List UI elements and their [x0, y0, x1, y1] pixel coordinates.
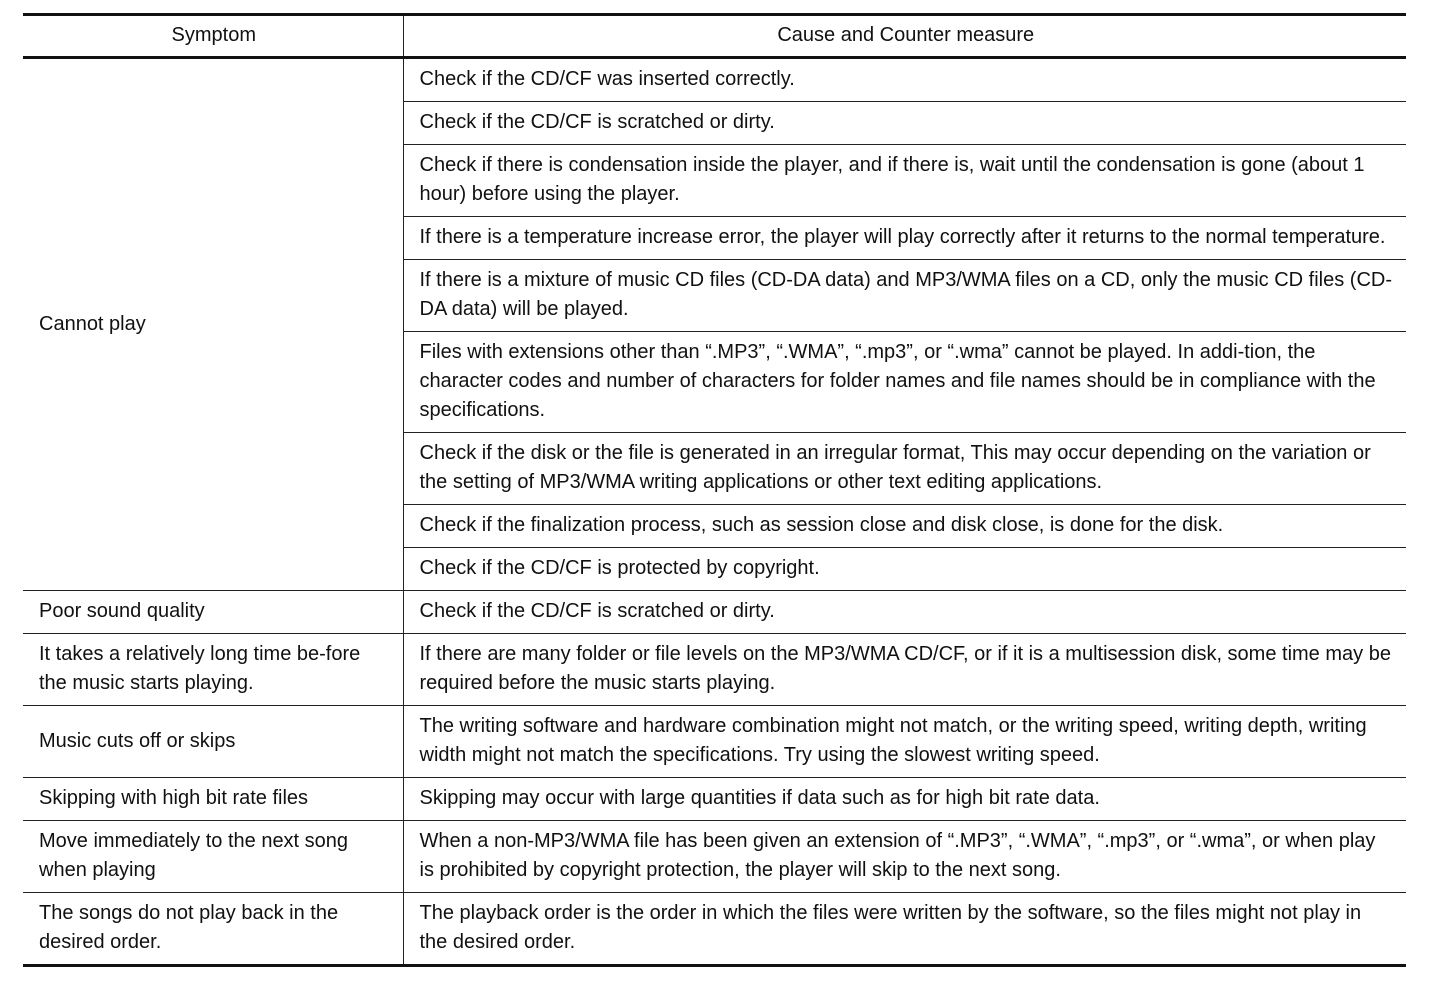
cause-cell: If there are many folder or file levels on the MP3/WMA CD/CF, or if it is a multisession disk, some time may be required before the music starts playing. — [403, 634, 1406, 706]
cause-cell: Check if the finalization process, such as session close and disk close, is done for the disk. — [403, 505, 1406, 548]
table-row — [23, 821, 1406, 893]
cause-cell: Check if the CD/CF is protected by copyright. — [403, 548, 1406, 591]
header-row — [23, 15, 1406, 58]
symptom-column-header: Symptom — [23, 15, 403, 58]
table-row — [23, 893, 1406, 966]
table-row — [23, 706, 1406, 778]
table-row — [23, 591, 1406, 634]
table-header — [23, 15, 1406, 58]
table-row — [23, 634, 1406, 706]
symptom-cell: Skipping with high bit rate files — [23, 778, 403, 821]
cause-column-header: Cause and Counter measure — [403, 15, 1406, 58]
cause-cell: When a non-MP3/WMA file has been given an extension of “.MP3”, “.WMA”, “.mp3”, or “.wma”, or when play is prohibited by copyright protection, the player will skip to the next song. — [403, 821, 1406, 893]
cause-cell: Skipping may occur with large quantities if data such as for high bit rate data. — [403, 778, 1406, 821]
table-body — [23, 58, 1406, 966]
cause-cell: If there is a temperature increase error, the player will play correctly after it returns to the normal temperature. — [403, 217, 1406, 260]
cause-cell: The writing software and hardware combination might not match, or the writing speed, writing depth, writing width might not match the specifications. Try using the slowest writing speed. — [403, 706, 1406, 778]
troubleshooting-document — [23, 13, 1406, 967]
symptom-cell: Poor sound quality — [23, 591, 403, 634]
cause-cell: The playback order is the order in which the files were written by the software, so the files might not play in the desired order. — [403, 893, 1406, 966]
symptom-cell: Cannot play — [23, 58, 403, 591]
symptom-cell: The songs do not play back in the desired order. — [23, 893, 403, 966]
table-row — [23, 58, 1406, 102]
symptom-cell: Music cuts off or skips — [23, 706, 403, 778]
cause-cell: If there is a mixture of music CD files (CD-DA data) and MP3/WMA files on a CD, only the music CD files (CD-DA data) will be played. — [403, 260, 1406, 332]
cause-cell: Check if the CD/CF was inserted correctly. — [419, 68, 795, 90]
cause-cell: Check if there is condensation inside the player, and if there is, wait until the condensation is gone (about 1 hour) before using the player. — [403, 145, 1406, 217]
cause-cell: Check if the CD/CF is scratched or dirty. — [403, 102, 1406, 145]
cause-cell: Check if the disk or the file is generated in an irregular format, This may occur depending on the variation or the setting of MP3/WMA writing applications or other text editing applications. — [403, 433, 1406, 505]
symptom-cell: Move immediately to the next song when playing — [23, 821, 403, 893]
symptom-cell: It takes a relatively long time be-fore the music starts playing. — [23, 634, 403, 706]
troubleshooting-table — [23, 13, 1406, 967]
table-row — [23, 778, 1406, 821]
cause-cell: Check if the CD/CF is scratched or dirty. — [403, 591, 1406, 634]
cause-cell: Files with extensions other than “.MP3”, “.WMA”, “.mp3”, or “.wma” cannot be played. In addi-tion, the character codes and number of characters for folder names and file names should be in compliance with the specifications. — [403, 332, 1406, 433]
